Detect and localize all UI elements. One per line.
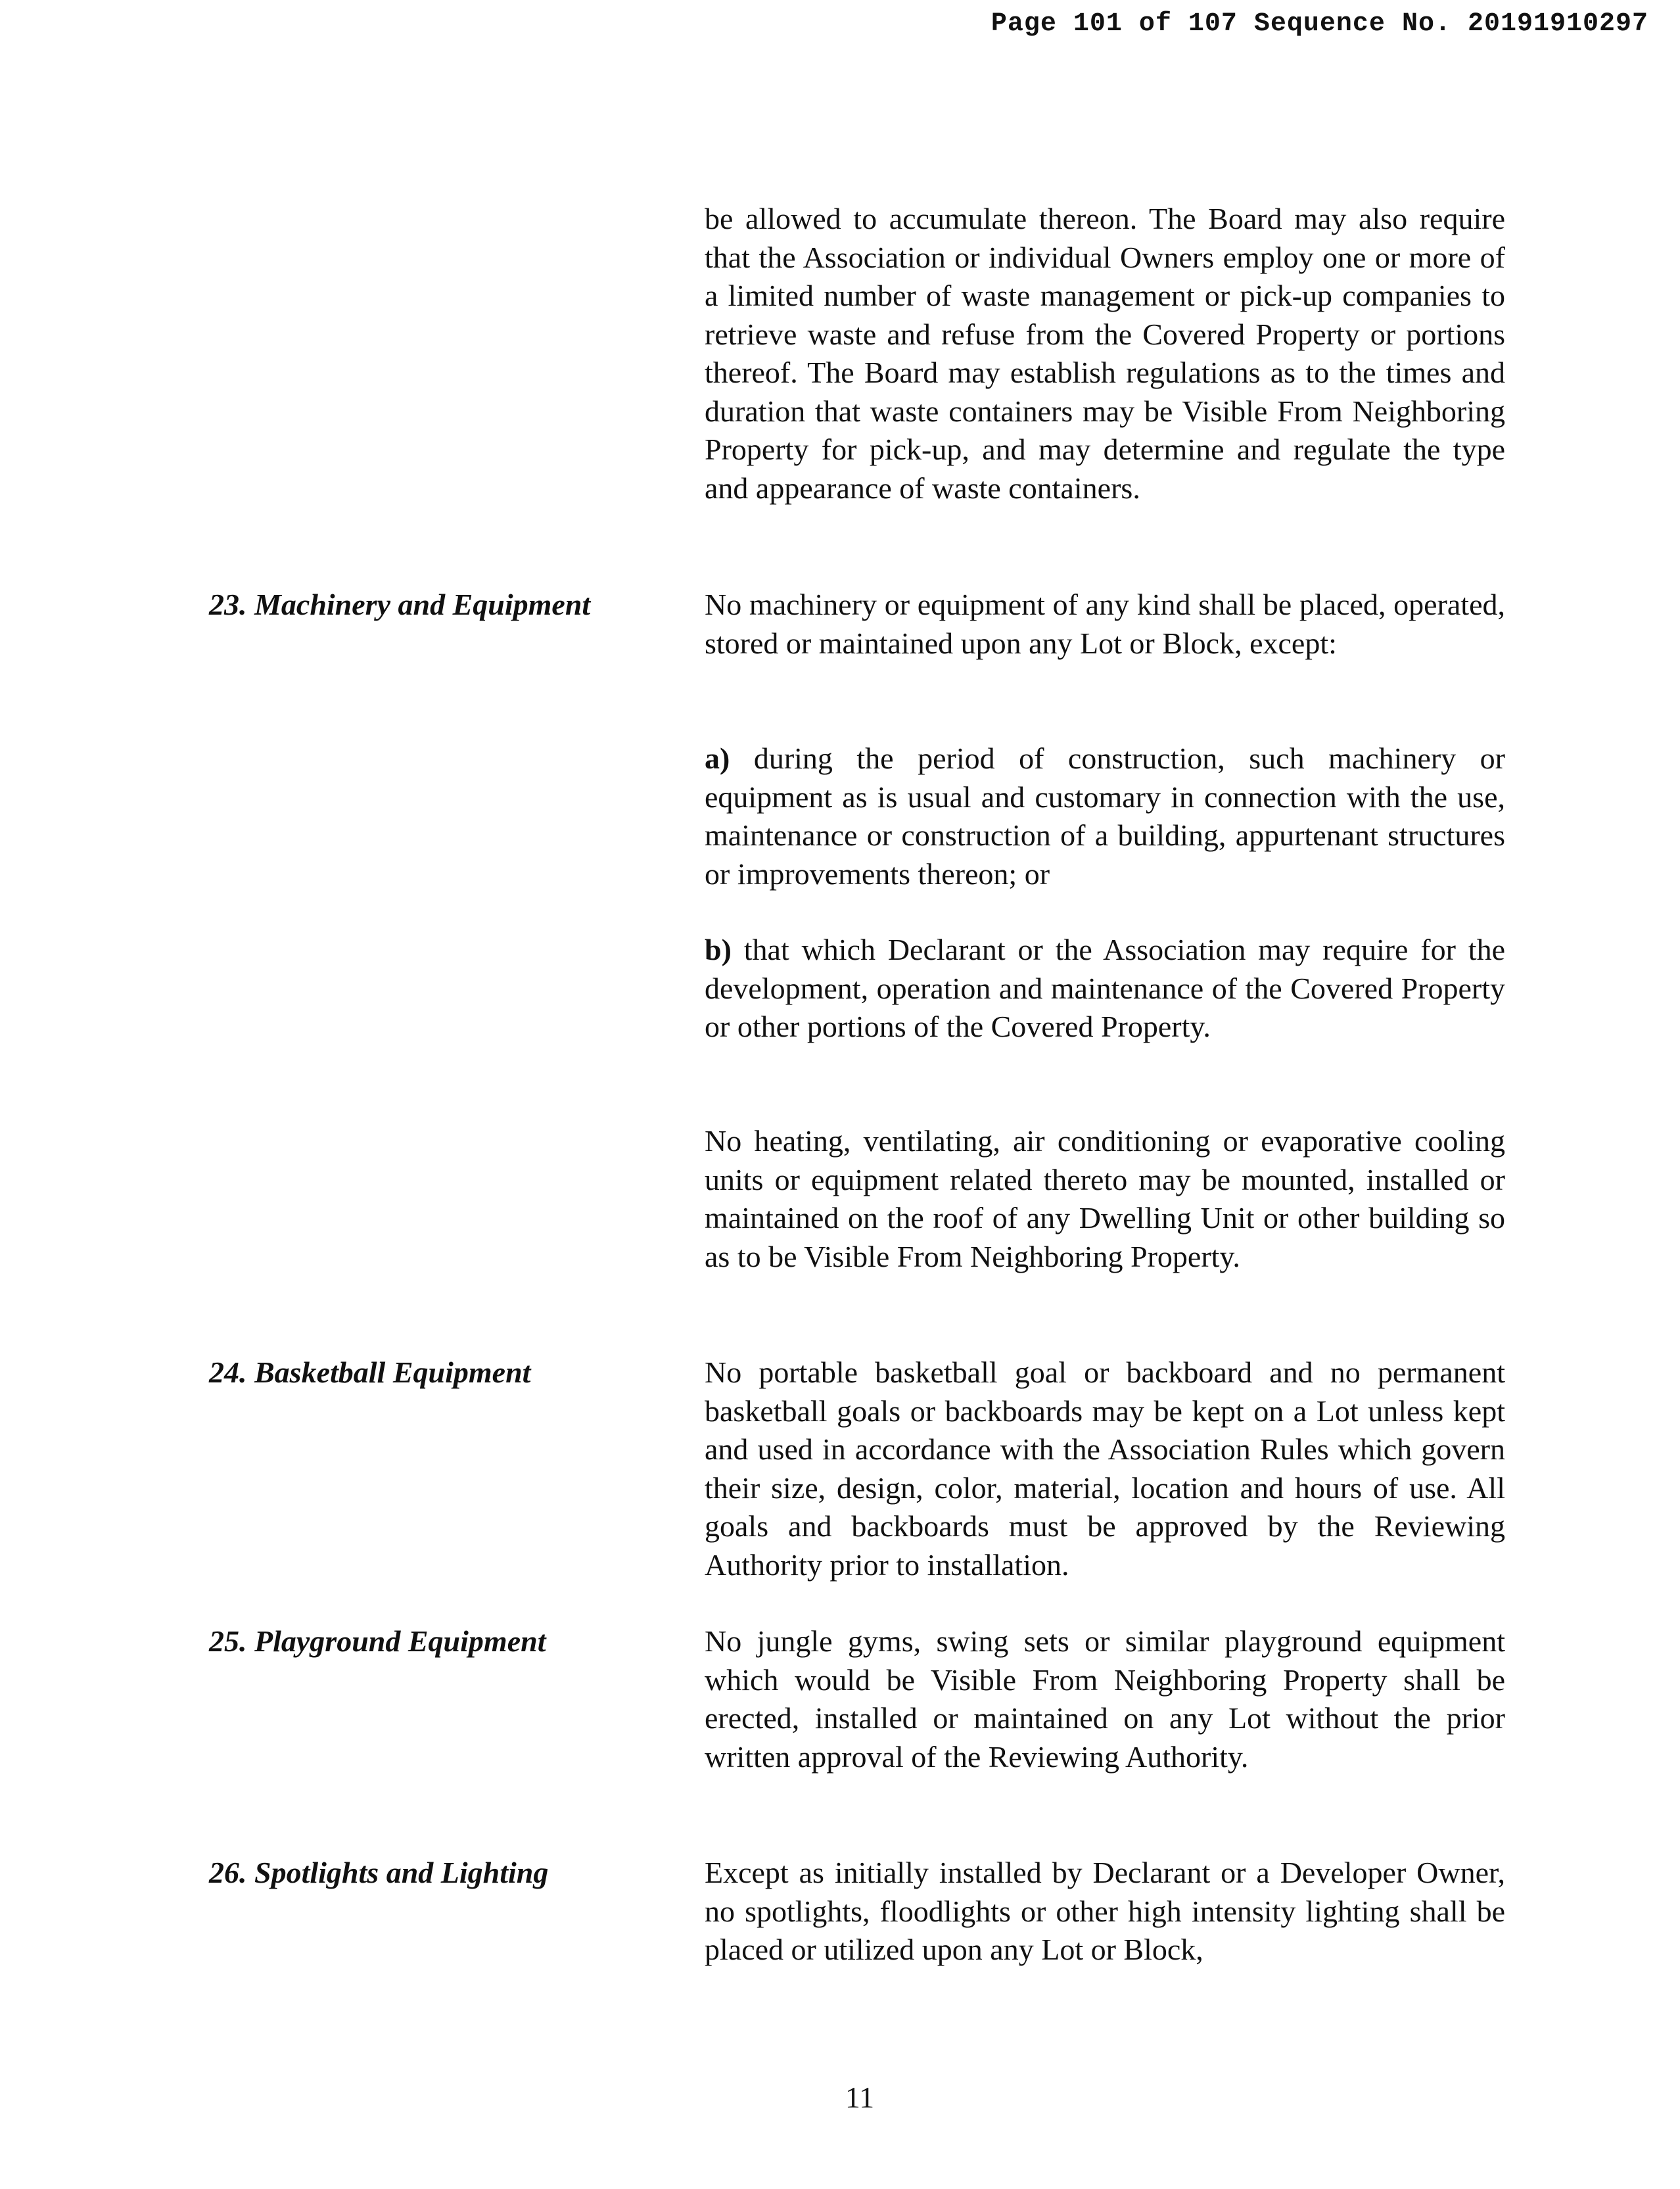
item-a-label: a) bbox=[705, 741, 730, 775]
item-a-text: during the period of construction, such machinery or equipment as is usual and customary in connection with the use, maintenance or construction of a building, appurtenant structures or improvements thereon; or bbox=[705, 741, 1505, 891]
section-23-intro: No machinery or equipment of any kind shall be placed, operated, stored or maintained upon any Lot or Block, except: bbox=[705, 588, 1505, 660]
section-23-title: 23. Machinery and Equipment bbox=[209, 588, 591, 621]
item-b-label: b) bbox=[705, 933, 732, 966]
page-number: 11 bbox=[845, 2081, 875, 2114]
continuation-paragraph: be allowed to accumulate thereon. The Board may also require that the Association or individual Owners employ one or more of a limited number of waste management or pick-up companies to retrieve waste and refuse from the Covered Property or portions thereof. The Board may establish regulations as to the times and duration that waste containers may be Visible From Neighboring Property for pick-up, and may determine and regulate the type and appearance of waste containers. bbox=[705, 202, 1505, 505]
section-23-closing: No heating, ventilating, air conditioning or evaporative cooling units or equipment related thereto may be mounted, installed or maintained on the roof of any Dwelling Unit or other building so as to be Visible From Neighboring Property. bbox=[705, 1124, 1505, 1273]
section-25-text: No jungle gyms, swing sets or similar playground equipment which would be Visible From Neighboring Property shall be erected, installed or maintained on any Lot without the prior written approval of the Reviewing Authority. bbox=[705, 1624, 1505, 1774]
section-23-item-b bbox=[705, 931, 1505, 1047]
section-26-text: Except as initially installed by Declarant or a Developer Owner, no spotlights, floodlights or other high intensity lighting shall be placed or utilized upon any Lot or Block, bbox=[705, 1856, 1505, 1966]
section-24-text: No portable basketball goal or backboard and no permanent basketball goals or backboards may be kept on a Lot unless kept and used in accordance with the Association Rules which govern their size, design, color, material, location and hours of use. All goals and backboards must be approved by the Reviewing Authority prior to installation. bbox=[705, 1355, 1505, 1582]
section-26-title: 26. Spotlights and Lighting bbox=[209, 1856, 549, 1889]
item-b-text: that which Declarant or the Association may require for the development, operation and maintenance of the Covered Property or other portions of the Covered Property. bbox=[705, 933, 1505, 1043]
section-23-item-a bbox=[705, 740, 1505, 893]
page-header-sequence: Page 101 of 107 Sequence No. 20191910297 bbox=[991, 9, 1648, 39]
section-24-title: 24. Basketball Equipment bbox=[209, 1355, 531, 1389]
section-25-title: 25. Playground Equipment bbox=[209, 1624, 546, 1658]
